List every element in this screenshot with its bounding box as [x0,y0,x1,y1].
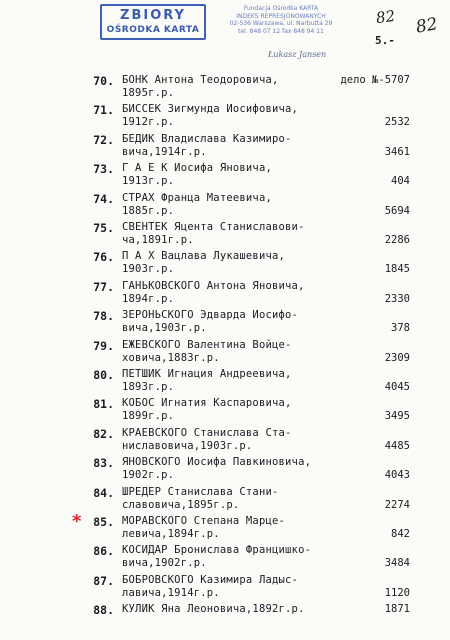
entry-number: 78. [93,309,114,324]
entry-number: 74. [93,191,114,206]
entry-text [122,368,332,394]
entry-text [122,486,332,512]
entry-text-line: 1912г.р. [122,116,175,129]
file-number: 2309 [384,351,410,364]
entry-text-line: КОБОС Игнатия Каспаровича, [122,397,292,410]
entry-number: 77. [93,279,114,294]
file-number: 3461 [384,145,410,158]
stamp-fund-line: Fundacja Ośrodka KARTA [243,5,319,12]
stamp-zbiory-title: ZBIORY [120,8,186,23]
file-number: 404 [391,175,410,188]
file-number: 842 [391,528,410,540]
entry-text-line: БОБРОВСКОГО Казимира Ладыс- [122,573,299,586]
file-number: 5694 [384,204,410,217]
entry-text-line: славовича,1895г.р. [122,498,240,511]
entry-number: 81. [93,397,114,412]
entry-number: 73. [93,162,114,177]
entry-text-line: 1902г.р. [122,469,175,482]
entry-text-line: 1895г.р. [122,87,175,99]
entry-text [122,133,332,159]
entry-text-line: КОСИДАР Бронислава Францишко- [122,544,312,557]
file-number: 1871 [384,603,410,616]
file-number: 1845 [384,263,410,276]
entry-text [122,427,332,453]
entry-number: 72. [93,132,114,147]
entry-text-line: БОНК Антона Теодоровича, [122,74,279,86]
zbiory-stamp [100,4,206,40]
file-number: 2532 [384,116,410,129]
entry-text [122,309,332,335]
file-number: 4043 [384,469,410,482]
entry-text [122,74,332,100]
entry-text [122,515,332,541]
entry-number: 87. [93,573,114,588]
entry-text-line: СВЕНТЕК Яцента Станиславови- [122,221,305,233]
entry-text [122,192,332,218]
entry-text-line: МОРАВСКОГО Степана Марце- [122,515,286,527]
entry-text-line: лавича,1914г.р. [122,586,220,599]
entry-text [122,280,332,306]
file-number: 4485 [384,439,410,452]
entry-text [122,339,332,365]
entry-text-line: ЗЕРОНЬСКОГО Эдварда Иосифо- [122,309,299,322]
entry-text [122,603,332,616]
entry-number: 76. [93,250,114,265]
entry-text [122,456,332,482]
entry-number: 86. [93,544,114,559]
entry-number: 82. [93,426,114,441]
entry-text-line: 1893г.р. [122,381,175,393]
entry-number: 75. [93,221,114,235]
entry-text-line: вича,1914г.р. [122,145,207,158]
entry-text-line: СТРАХ Франца Матеевича, [122,191,272,204]
stamp-fund-line: 02-536 Warszawa, ul. Narbutta 29 [229,20,333,27]
entry-text-line: 1894г.р. [122,292,175,305]
stamp-fund-line: INDEKS REPRESJONOWANYCH [236,12,326,20]
file-number: 2274 [384,498,410,511]
entry-text [122,574,332,600]
entry-text-line: ниславовича,1903г.р. [122,439,253,452]
entry-number: 70. [93,74,114,88]
stamp-fund-line: tel. 848 07 12 fax 848 94 11 [238,27,324,35]
file-number: 2330 [384,292,410,305]
handwritten-number: 82 [414,14,440,38]
entry-text [122,162,332,188]
entry-number: 85. [93,515,114,529]
entry-text-line: ховича,1883г.р. [122,351,220,364]
entry-text-line: ШРЕДЕР Станислава Стани- [122,485,279,498]
entry-text-line: П А Х Вацлава Лукашевича, [122,250,286,263]
entry-text [122,397,332,423]
entry-text-line: ча,1891г.р. [122,234,194,246]
entry-text-line: Г А Е К Иосифа Яновича, [122,162,272,175]
entry-number: 83. [93,456,114,471]
stamp-zbiory-subtitle: OŚRODKA KARTA [106,25,200,35]
entry-text-line: вича,1903г.р. [122,322,207,335]
entry-number: 71. [93,103,114,118]
handwritten-number: 82 [374,6,397,28]
entry-text-line: БИССЕК Зигмунда Иосифовича, [122,103,299,116]
entry-text-line: левича,1894г.р. [122,528,220,540]
entry-text-line: 1885г.р. [122,204,175,217]
foundation-stamp [222,5,340,35]
red-asterisk-marker: * [72,511,82,532]
file-number: 378 [391,322,410,335]
entry-number: 84. [93,485,114,500]
file-number: 4045 [384,381,410,393]
entry-text-line: ГАНЬКОВСКОГО Антона Яновича, [122,279,305,292]
entry-text [122,103,332,129]
entry-text-line: КРАЕВСКОГО Станислава Ста- [122,426,292,439]
entry-number: 79. [93,338,114,353]
entry-text-line: ЯНОВСКОГО Иосифа Павкиновича, [122,456,312,469]
entry-number: 88. [93,603,114,618]
entry-text [122,544,332,570]
file-number: дело №-5707 [340,74,410,86]
entry-text-line: вича,1902г.р. [122,557,207,570]
entry-text-line: 1913г.р. [122,175,175,188]
entry-text-line: КУЛИК Яна Леоновича,1892г.р. [122,603,305,616]
entry-text-line: ПЕТШИК Игнация Андреевича, [122,368,292,380]
handwritten-signature: Łukasz Jansen [268,50,327,59]
entry-text [122,250,332,276]
entry-number: 80. [93,368,114,382]
entry-text-line: 1899г.р. [122,410,175,423]
entry-text-line: 1903г.р. [122,263,175,276]
entry-text [122,221,332,247]
file-number: 3484 [384,557,410,570]
file-number: 1120 [384,586,410,599]
file-number: 3495 [384,410,410,423]
file-number: 2286 [384,234,410,246]
entry-text-line: БЕДИК Владислава Казимиро- [122,132,292,145]
page-number: 5.- [375,34,395,47]
entry-text-line: ЕЖЕВСКОГО Валентина Войце- [122,338,292,351]
